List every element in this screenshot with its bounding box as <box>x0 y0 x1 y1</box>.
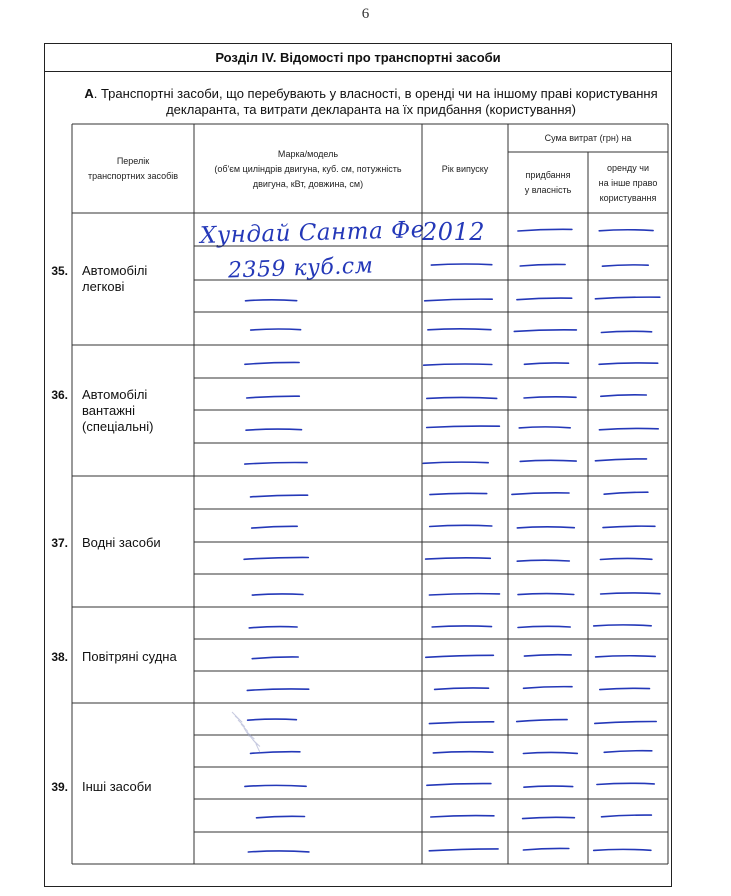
handwritten-year: 2012 <box>422 218 486 246</box>
header-list-line-1: Перелік <box>116 156 150 166</box>
header-model <box>194 124 422 214</box>
header-purchase-line-1: придбання <box>525 170 571 180</box>
row-label-37: Водні засоби <box>82 535 161 550</box>
subsection-letter: А <box>84 86 94 101</box>
row-number-36: 36. <box>51 388 68 402</box>
row-number-39: 39. <box>51 780 68 794</box>
header-list-line-2: транспортних засобів <box>87 171 179 181</box>
header-rent-line-3: користування <box>599 192 657 203</box>
row-number-37: 37. <box>51 536 68 550</box>
header-purchase-line-2: у власність <box>524 185 572 195</box>
handwritten-engine-volume: 2359 куб.см <box>227 253 374 284</box>
subsection-line-2: декларанта, та витрати декларанта на їх придбання (користування) <box>166 102 576 117</box>
header-year <box>422 124 508 214</box>
header-rent <box>588 152 668 214</box>
header-list <box>72 124 194 214</box>
subsection-title <box>73 72 669 122</box>
section-title: Розділ IV. Відомості про транспортні засоби <box>45 44 671 72</box>
header-purchase <box>508 152 588 214</box>
row-number-38: 38. <box>51 650 68 664</box>
header-rent-line-1: оренду чи <box>607 162 649 173</box>
header-costs-label: Сума витрат (грн) на <box>544 132 632 143</box>
row-number-35: 35. <box>51 264 68 278</box>
row-label-35: Автомобілі легкові <box>82 263 148 294</box>
row-label-36: Автомобілі вантажні (спеціальні) <box>82 387 154 434</box>
subsection-line-1: . Транспортні засоби, що перебувають у власності, в оренді чи на іншому праві користування <box>93 86 658 101</box>
row-label-39: Інші засоби <box>82 779 152 794</box>
row-label-38: Повітряні судна <box>82 649 177 664</box>
header-rent-line-2: на інше право <box>598 177 658 188</box>
header-model-line-2: (об'єм циліндрів двигуна, куб. см, потужність <box>214 163 402 174</box>
header-costs <box>508 124 668 152</box>
handwritten-model: Хундай Санта Фе <box>199 217 426 249</box>
header-model-line-1: Марка/модель <box>277 148 339 159</box>
header-model-line-3: двигуна, кВт, довжина, см) <box>252 178 364 189</box>
header-year-label: Рік випуску <box>441 163 489 174</box>
page-number: 6 <box>361 6 370 22</box>
